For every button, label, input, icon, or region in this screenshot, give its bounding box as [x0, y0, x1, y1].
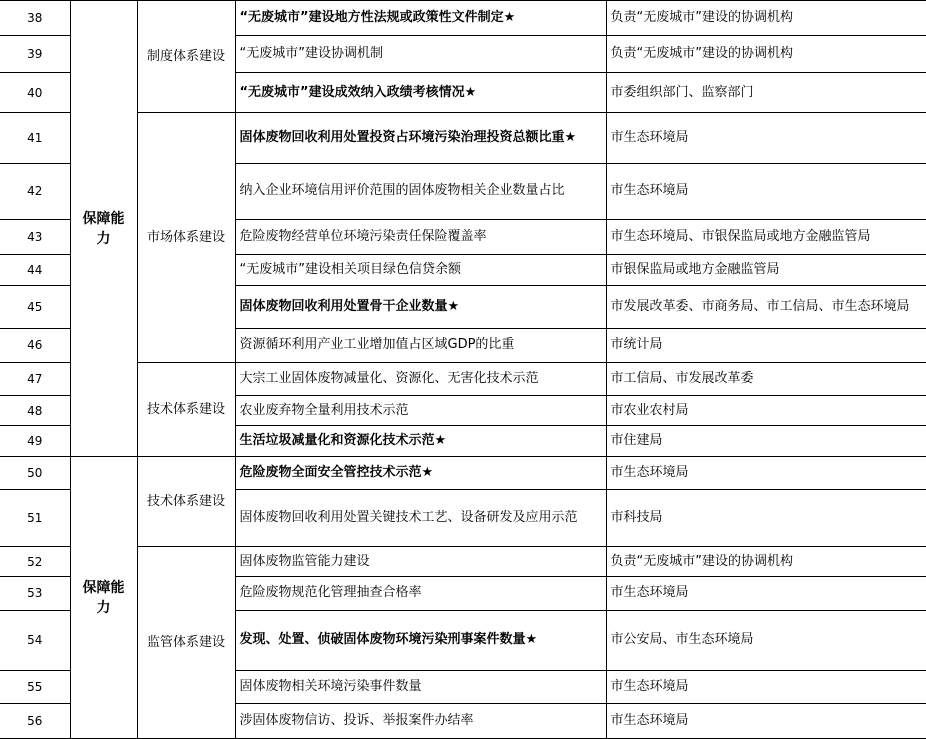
row-number: 46 — [0, 328, 70, 362]
indicator-cell: 固体废物相关环境污染事件数量 — [235, 670, 606, 703]
row-number: 53 — [0, 577, 70, 610]
row-number: 42 — [0, 164, 70, 219]
table-row — [0, 457, 926, 490]
row-number: 56 — [0, 703, 70, 738]
indicator-cell: 资源循环利用产业工业增加值占区域GDP的比重 — [235, 328, 606, 362]
department-cell: 负责“无废城市”建设的协调机构 — [606, 36, 926, 73]
row-number: 47 — [0, 362, 70, 395]
subcategory-cell: 技术体系建设 — [137, 457, 235, 547]
department-cell: 市生态环境局 — [606, 113, 926, 164]
department-cell: 市科技局 — [606, 490, 926, 547]
indicator-cell: 固体废物监管能力建设 — [235, 547, 606, 577]
table-row — [0, 547, 926, 577]
row-number: 49 — [0, 426, 70, 457]
subcategory-cell: 市场体系建设 — [137, 113, 235, 363]
row-number: 55 — [0, 670, 70, 703]
row-number: 45 — [0, 285, 70, 328]
indicator-cell: 纳入企业环境信用评价范围的固体废物相关企业数量占比 — [235, 164, 606, 219]
indicator-cell: 危险废物规范化管理抽查合格率 — [235, 577, 606, 610]
indicator-cell: 固体废物回收利用处置骨干企业数量★ — [235, 285, 606, 328]
row-number: 38 — [0, 1, 70, 36]
department-cell: 市生态环境局 — [606, 670, 926, 703]
indicator-cell: 危险废物全面安全管控技术示范★ — [235, 457, 606, 490]
row-number: 44 — [0, 254, 70, 285]
department-cell: 市银保监局或地方金融监管局 — [606, 254, 926, 285]
row-number: 40 — [0, 73, 70, 113]
category-cell: 保障能力 — [70, 1, 137, 457]
department-cell: 市统计局 — [606, 328, 926, 362]
department-cell: 市生态环境局 — [606, 457, 926, 490]
department-cell: 负责“无废城市”建设的协调机构 — [606, 1, 926, 36]
row-number: 54 — [0, 610, 70, 670]
indicator-cell: 农业废弃物全量利用技术示范 — [235, 395, 606, 425]
subcategory-cell: 监管体系建设 — [137, 547, 235, 739]
table-row — [0, 1, 926, 36]
row-number: 52 — [0, 547, 70, 577]
indicator-cell: “无废城市”建设协调机制 — [235, 36, 606, 73]
indicator-cell: 发现、处置、侦破固体废物环境污染刑事案件数量★ — [235, 610, 606, 670]
indicator-cell: 危险废物经营单位环境污染责任保险覆盖率 — [235, 219, 606, 254]
department-cell: 负责“无废城市”建设的协调机构 — [606, 547, 926, 577]
department-cell: 市生态环境局 — [606, 703, 926, 738]
table-row — [0, 113, 926, 164]
indicator-cell: 固体废物回收利用处置关键技术工艺、设备研发及应用示范 — [235, 490, 606, 547]
row-number: 39 — [0, 36, 70, 73]
row-number: 48 — [0, 395, 70, 425]
indicator-cell: 生活垃圾减量化和资源化技术示范★ — [235, 426, 606, 457]
department-cell: 市住建局 — [606, 426, 926, 457]
indicator-cell: 固体废物回收利用处置投资占环境污染治理投资总额比重★ — [235, 113, 606, 164]
department-cell: 市公安局、市生态环境局 — [606, 610, 926, 670]
indicator-cell: 涉固体废物信访、投诉、举报案件办结率 — [235, 703, 606, 738]
department-cell: 市发展改革委、市商务局、市工信局、市生态环境局 — [606, 285, 926, 328]
department-cell: 市农业农村局 — [606, 395, 926, 425]
row-number: 51 — [0, 490, 70, 547]
row-number: 50 — [0, 457, 70, 490]
indicator-cell: “无废城市”建设相关项目绿色信贷余额 — [235, 254, 606, 285]
row-number: 41 — [0, 113, 70, 164]
category-cell: 保障能力 — [70, 457, 137, 739]
row-number: 43 — [0, 219, 70, 254]
subcategory-cell: 制度体系建设 — [137, 1, 235, 113]
indicator-cell: “无废城市”建设地方性法规或政策性文件制定★ — [235, 1, 606, 36]
department-cell: 市生态环境局 — [606, 164, 926, 219]
department-cell: 市生态环境局、市银保监局或地方金融监管局 — [606, 219, 926, 254]
indicator-cell: 大宗工业固体废物减量化、资源化、无害化技术示范 — [235, 362, 606, 395]
department-cell: 市工信局、市发展改革委 — [606, 362, 926, 395]
table-row — [0, 362, 926, 395]
department-cell: 市委组织部门、监察部门 — [606, 73, 926, 113]
indicator-cell: “无废城市”建设成效纳入政绩考核情况★ — [235, 73, 606, 113]
subcategory-cell: 技术体系建设 — [137, 362, 235, 456]
department-cell: 市生态环境局 — [606, 577, 926, 610]
